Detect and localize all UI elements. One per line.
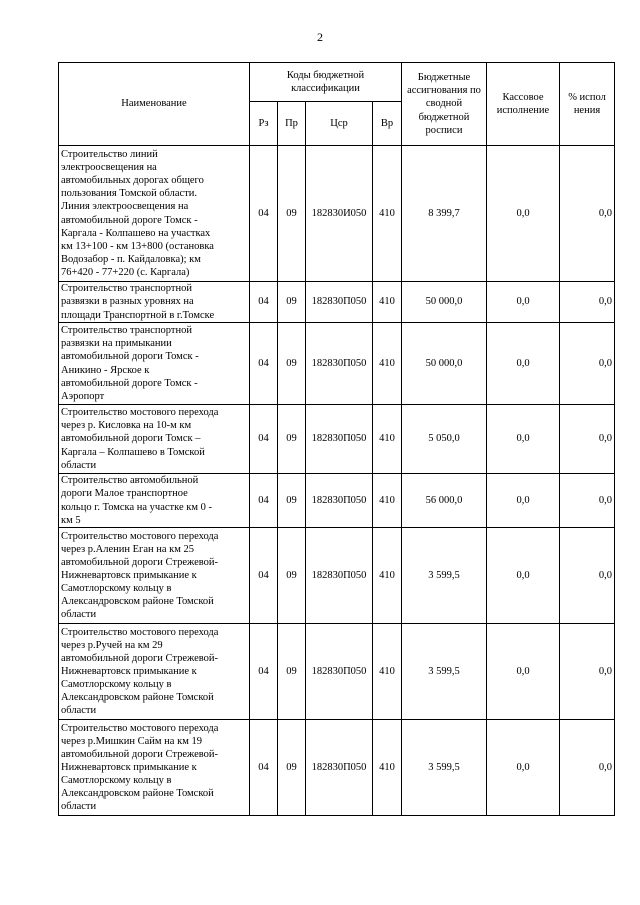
row-name: Строительство транспортной развязки в разных уровнях на площади Транспортной в г.Томске (59, 282, 250, 323)
row-allocation: 50 000,0 (402, 282, 487, 323)
row-csr: 182830П050 (306, 282, 373, 323)
header-name: Наименование (59, 63, 250, 146)
row-pr: 09 (278, 405, 306, 474)
row-pr: 09 (278, 282, 306, 323)
row-name: Строительство транспортной развязки на примыкании автомобильной дороги Томск - Аникино - Ярское к автомобильной дороге Томск - Аэропорт (59, 323, 250, 405)
header-pr: Пр (278, 102, 306, 146)
row-csr: 182830П050 (306, 323, 373, 405)
row-percent: 0,0 (560, 720, 615, 816)
header-codes-group: Коды бюджетной классификации (250, 63, 402, 102)
row-percent: 0,0 (560, 624, 615, 720)
row-vr: 410 (373, 405, 402, 474)
table-row (59, 146, 615, 282)
row-percent: 0,0 (560, 146, 615, 282)
table-body (59, 146, 615, 816)
row-pr: 09 (278, 323, 306, 405)
row-rz: 04 (250, 720, 278, 816)
row-csr: 182830И050 (306, 146, 373, 282)
row-csr: 182830П050 (306, 624, 373, 720)
budget-table (58, 62, 615, 816)
row-rz: 04 (250, 528, 278, 624)
header-allocations: Бюджетные ассигнования по сводной бюджетной росписи (402, 63, 487, 146)
row-pr: 09 (278, 720, 306, 816)
row-name: Строительство мостового перехода через р.Мишкин Сайм на км 19 автомобильной дороги Стрежевой- Нижневартовск примыкание к Самотлорскому кольцу в Александровском районе Томской области (59, 720, 250, 816)
row-vr: 410 (373, 624, 402, 720)
row-percent: 0,0 (560, 282, 615, 323)
header-rz: Рз (250, 102, 278, 146)
row-vr: 410 (373, 474, 402, 528)
table-header (59, 63, 615, 146)
table-row (59, 528, 615, 624)
row-cash: 0,0 (487, 146, 560, 282)
row-name: Строительство мостового перехода через р.Аленин Еган на км 25 автомобильной дороги Стрежевой- Нижневартовск примыкание к Самотлорскому кольцу в Александровском районе Томской области (59, 528, 250, 624)
row-allocation: 3 599,5 (402, 528, 487, 624)
row-rz: 04 (250, 323, 278, 405)
row-rz: 04 (250, 282, 278, 323)
row-rz: 04 (250, 405, 278, 474)
row-cash: 0,0 (487, 624, 560, 720)
row-allocation: 8 399,7 (402, 146, 487, 282)
table-row (59, 282, 615, 323)
row-pr: 09 (278, 624, 306, 720)
header-csr: Цср (306, 102, 373, 146)
row-rz: 04 (250, 624, 278, 720)
row-vr: 410 (373, 528, 402, 624)
row-percent: 0,0 (560, 405, 615, 474)
row-vr: 410 (373, 146, 402, 282)
row-cash: 0,0 (487, 405, 560, 474)
row-cash: 0,0 (487, 323, 560, 405)
row-cash: 0,0 (487, 528, 560, 624)
table-row (59, 720, 615, 816)
row-allocation: 5 050,0 (402, 405, 487, 474)
row-cash: 0,0 (487, 720, 560, 816)
header-cash: Кассовое исполнение (487, 63, 560, 146)
row-percent: 0,0 (560, 528, 615, 624)
row-name: Строительство мостового перехода через р. Кисловка на 10-м км автомобильной дороги Томск – Каргала – Колпашево в Томской области (59, 405, 250, 474)
row-allocation: 56 000,0 (402, 474, 487, 528)
row-allocation: 3 599,5 (402, 720, 487, 816)
row-percent: 0,0 (560, 323, 615, 405)
row-csr: 182830П050 (306, 474, 373, 528)
row-csr: 182830П050 (306, 528, 373, 624)
header-percent: % испол нения (560, 63, 615, 146)
table-row (59, 624, 615, 720)
row-vr: 410 (373, 720, 402, 816)
page-number: 2 (317, 30, 323, 44)
row-percent: 0,0 (560, 474, 615, 528)
row-pr: 09 (278, 474, 306, 528)
header-vr: Вр (373, 102, 402, 146)
row-allocation: 50 000,0 (402, 323, 487, 405)
row-vr: 410 (373, 323, 402, 405)
table-row (59, 323, 615, 405)
row-allocation: 3 599,5 (402, 624, 487, 720)
row-name: Строительство мостового перехода через р.Ручей на км 29 автомобильной дороги Стрежевой- Нижневартовск примыкание к Самотлорскому кольцу в Александровском районе Томской области (59, 624, 250, 720)
row-cash: 0,0 (487, 282, 560, 323)
row-rz: 04 (250, 474, 278, 528)
row-csr: 182830П050 (306, 720, 373, 816)
row-name: Строительство автомобильной дороги Малое транспортное кольцо г. Томска на участке км 0 - км 5 (59, 474, 250, 528)
row-rz: 04 (250, 146, 278, 282)
row-pr: 09 (278, 146, 306, 282)
row-cash: 0,0 (487, 474, 560, 528)
table-row (59, 474, 615, 528)
row-name: Строительство линий электроосвещения на автомобильных дорогах общего пользования Томской области. Линия электроосвещения на автомобильной дороге Томск - Каргала - Колпашево на участках км 13+100 - км 13+800 (остановка Водозабор - п. Кайдаловка); км 76+420 - 77+220 (с. Каргала) (59, 146, 250, 282)
table-row (59, 405, 615, 474)
row-csr: 182830П050 (306, 405, 373, 474)
row-pr: 09 (278, 528, 306, 624)
row-vr: 410 (373, 282, 402, 323)
